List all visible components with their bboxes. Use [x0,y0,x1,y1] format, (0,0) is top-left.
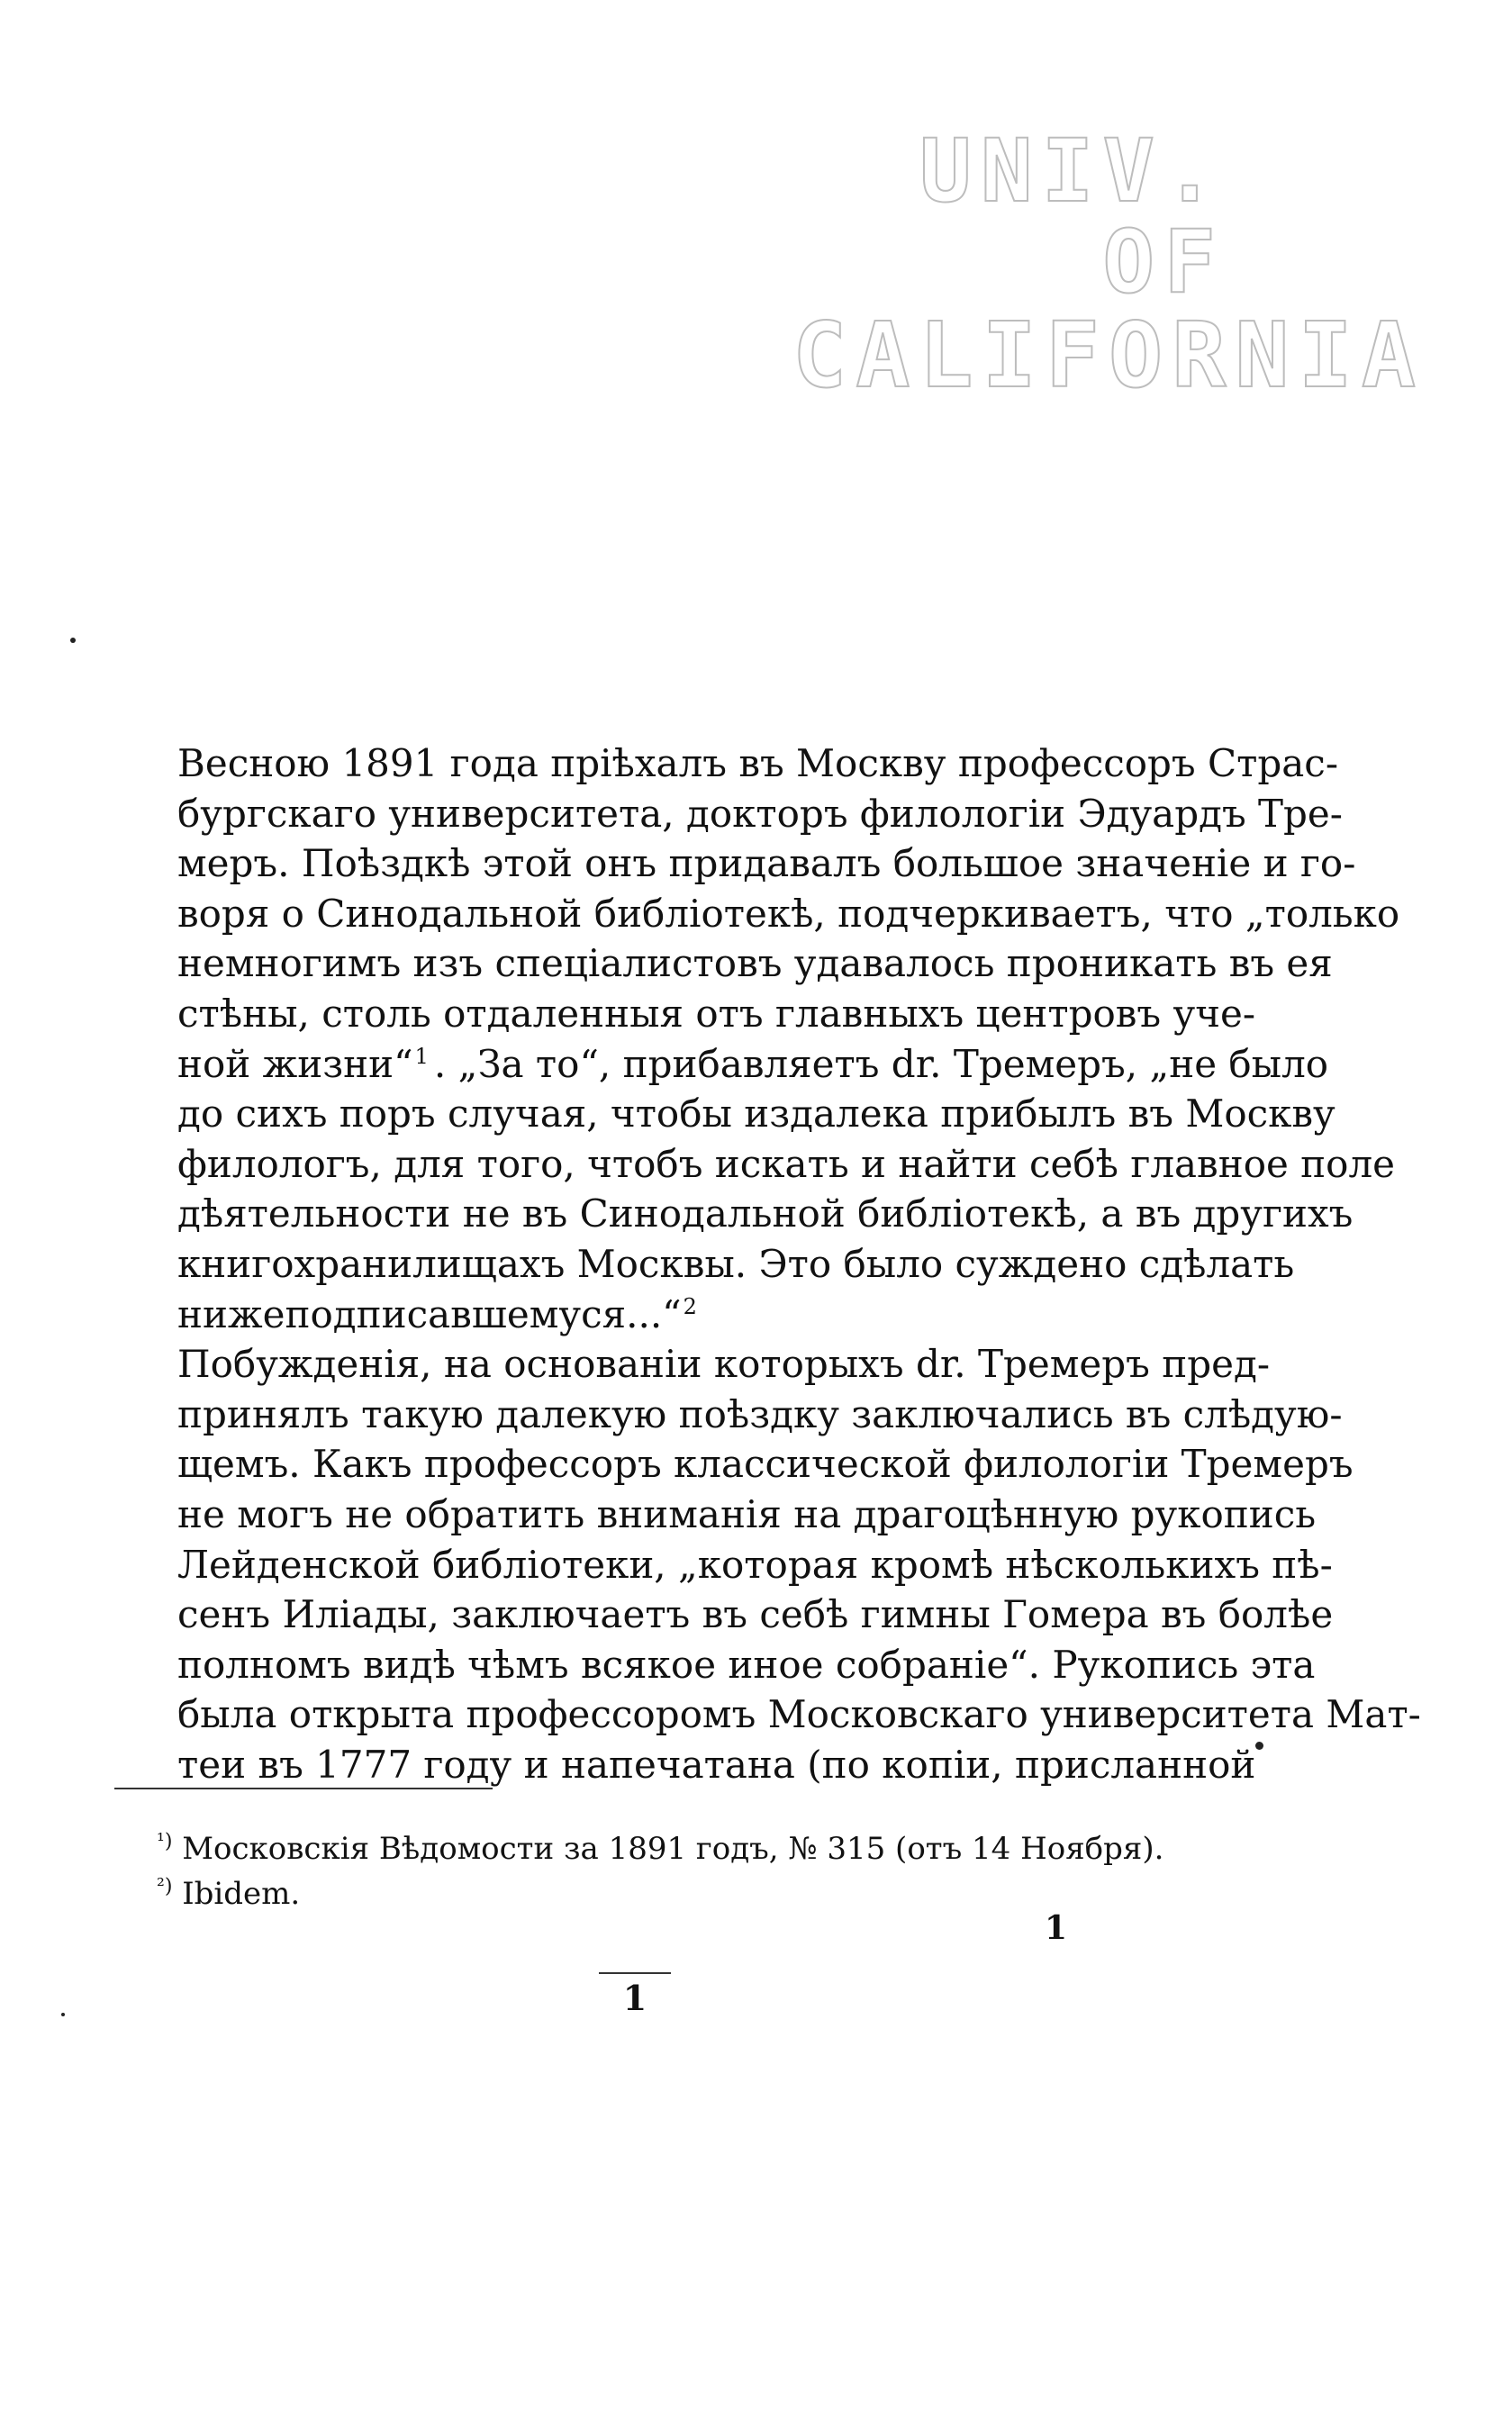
footnote-ref-1: 1 [414,1043,429,1069]
text-segment: нижеподписавшемуся...“ [177,1291,682,1336]
ink-speck [61,2013,65,2016]
ink-speck [70,638,76,643]
page-number [599,1972,671,2018]
text-line: щемъ. Какъ профессоръ классической филологіи Тремеръ [177,1442,1354,1487]
text-line: филологъ, для того, чтобъ искать и найти себѣ главное поле [177,1141,1395,1186]
page-number-value: 1 [622,1978,647,2018]
footnote-2 [157,1871,1165,1916]
stamp-line-1: UNIV. OF [919,121,1225,312]
text-line: сенъ Иліады, заключаетъ въ себѣ гимны Гомера въ болѣе [177,1592,1334,1637]
library-stamp [792,121,1426,408]
body-text [114,738,1421,1789]
text-line: до сихъ поръ случая, чтобы издалека прибылъ въ Москву [177,1091,1335,1137]
text-segment: ной жизни“ [177,1041,413,1086]
text-line [114,1039,1329,1090]
footnotes [157,1826,1165,1916]
footnote-text: Ibidem. [172,1876,301,1912]
text-line: полномъ видѣ чѣмъ всякое иное собраніе“. Рукопись эта [177,1642,1316,1687]
paragraph-1 [114,738,1400,1339]
text-line: Лейденской библіотеки, „которая кромѣ нѣсколькихъ пѣ- [177,1542,1333,1587]
text-line: Весною 1891 года пріѣхалъ въ Москву профессоръ Страс- [177,741,1339,785]
text-line: дѣятельности не въ Синодальной библіотекѣ, а въ другихъ [177,1191,1354,1236]
footnote-mark: ²) [157,1875,173,1898]
text-line: стѣны, столь отдаленныя отъ главныхъ центровъ уче- [177,991,1256,1036]
footnote-text: Московскія Вѣдомости за 1891 годъ, № 315 (отъ 14 Ноября). [172,1831,1164,1867]
paragraph-2 [114,1339,1421,1789]
text-line: бургскаго университета, докторъ филологіи Эдуардъ Тре- [177,791,1343,836]
text-line: принялъ такую далекую поѣздку заключались въ слѣдую- [177,1391,1343,1436]
text-line: теи въ 1777 году и напечатана (по копіи, присланной [177,1742,1256,1787]
text-line: меръ. Поѣздкѣ этой онъ придавалъ большое значеніе и го- [177,841,1356,886]
page-number-rule [599,1972,671,1974]
footnote-ref-2: 2 [683,1293,697,1319]
text-line: книгохранилищахъ Москвы. Это было суждено сдѣлать [177,1241,1295,1286]
text-line: Побужденія, на основаніи которыхъ dr. Тремеръ пред- [177,1342,1271,1387]
footnote-divider [114,1788,493,1789]
text-line: не могъ не обратить вниманія на драгоцѣнную рукопись [177,1491,1317,1536]
text-line: воря о Синодальной библіотекѣ, подчеркиваетъ, что „только [177,891,1400,936]
text-line: была открыта профессоромъ Московскаго университета Мат- [177,1692,1421,1737]
footnote-mark: ¹) [157,1830,173,1853]
text-segment: . „За то“, прибавляетъ dr. Тремеръ, „не было [433,1041,1329,1086]
signature-mark: 1 [1045,1909,1068,1947]
footnote-1 [157,1826,1165,1871]
text-line [114,1290,1159,1340]
stamp-line-2: CALIFORNIA [792,302,1426,408]
text-line: немногимъ изъ спеціалистовъ удавалось проникать въ ея [177,941,1333,986]
ink-speck [1255,1742,1263,1750]
